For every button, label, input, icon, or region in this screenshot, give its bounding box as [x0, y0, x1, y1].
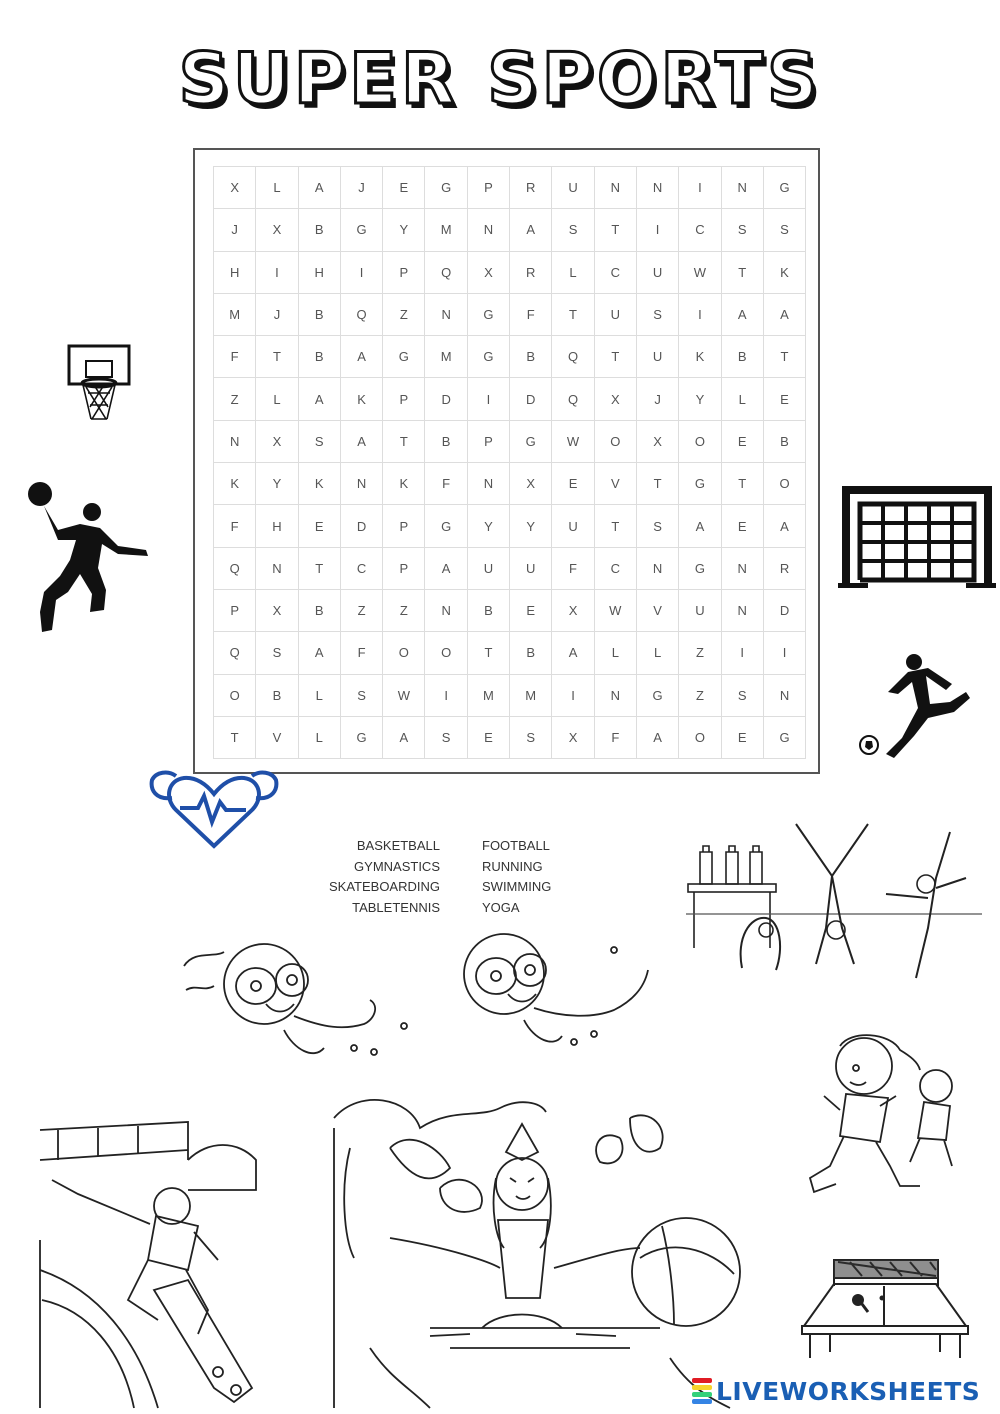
- grid-cell[interactable]: I: [341, 252, 383, 294]
- grid-cell[interactable]: Z: [341, 590, 383, 632]
- grid-cell[interactable]: E: [510, 590, 552, 632]
- brand-label: LIVEWORKSHEETS: [716, 1376, 981, 1406]
- grid-cell[interactable]: A: [552, 632, 594, 674]
- grid-cell[interactable]: L: [299, 717, 341, 759]
- grid-cell[interactable]: M: [468, 675, 510, 717]
- grid-cell[interactable]: A: [383, 717, 425, 759]
- grid-cell[interactable]: L: [637, 632, 679, 674]
- grid-cell[interactable]: A: [299, 167, 341, 209]
- grid-cell[interactable]: V: [637, 590, 679, 632]
- word-search-frame: [193, 148, 820, 774]
- grid-cell[interactable]: K: [299, 463, 341, 505]
- grid-cell[interactable]: G: [764, 717, 806, 759]
- word-list-item: BASKETBALL: [356, 838, 440, 853]
- grid-cell[interactable]: J: [214, 209, 256, 251]
- grid-cell[interactable]: N: [637, 167, 679, 209]
- grid-cell[interactable]: O: [595, 421, 637, 463]
- grid-cell[interactable]: S: [256, 632, 298, 674]
- grid-cell[interactable]: N: [214, 421, 256, 463]
- grid-cell[interactable]: F: [595, 717, 637, 759]
- grid-cell[interactable]: L: [722, 378, 764, 420]
- grid-cell[interactable]: N: [764, 675, 806, 717]
- grid-cell[interactable]: M: [510, 675, 552, 717]
- grid-cell[interactable]: Z: [679, 675, 721, 717]
- grid-cell[interactable]: X: [256, 421, 298, 463]
- grid-cell[interactable]: K: [214, 463, 256, 505]
- grid-cell[interactable]: W: [383, 675, 425, 717]
- grid-cell[interactable]: C: [595, 252, 637, 294]
- grid-cell[interactable]: P: [383, 505, 425, 547]
- grid-cell[interactable]: Y: [510, 505, 552, 547]
- grid-cell[interactable]: N: [595, 167, 637, 209]
- grid-cell[interactable]: L: [256, 167, 298, 209]
- grid-cell[interactable]: W: [679, 252, 721, 294]
- grid-cell[interactable]: G: [425, 505, 467, 547]
- basketball-player-icon: [18, 480, 154, 640]
- grid-cell[interactable]: I: [764, 632, 806, 674]
- grid-cell[interactable]: T: [552, 294, 594, 336]
- grid-cell[interactable]: U: [468, 548, 510, 590]
- grid-cell[interactable]: U: [637, 336, 679, 378]
- grid-cell[interactable]: G: [383, 336, 425, 378]
- grid-cell[interactable]: S: [552, 209, 594, 251]
- grid-cell[interactable]: L: [256, 378, 298, 420]
- grid-cell[interactable]: Q: [552, 378, 594, 420]
- grid-cell[interactable]: A: [764, 294, 806, 336]
- grid-cell[interactable]: R: [510, 167, 552, 209]
- grid-cell[interactable]: E: [468, 717, 510, 759]
- grid-cell[interactable]: I: [552, 675, 594, 717]
- grid-cell[interactable]: F: [510, 294, 552, 336]
- grid-cell[interactable]: J: [341, 167, 383, 209]
- grid-cell[interactable]: R: [764, 548, 806, 590]
- grid-cell[interactable]: S: [425, 717, 467, 759]
- grid-cell[interactable]: E: [299, 505, 341, 547]
- grid-cell[interactable]: I: [425, 675, 467, 717]
- table-tennis-illustration: [800, 1252, 970, 1362]
- grid-cell[interactable]: F: [552, 548, 594, 590]
- grid-cell[interactable]: C: [595, 548, 637, 590]
- grid-cell[interactable]: I: [468, 378, 510, 420]
- grid-cell[interactable]: B: [764, 421, 806, 463]
- grid-cell[interactable]: Z: [383, 294, 425, 336]
- grid-cell[interactable]: C: [679, 209, 721, 251]
- grid-cell[interactable]: H: [214, 252, 256, 294]
- grid-cell[interactable]: P: [468, 167, 510, 209]
- grid-cell[interactable]: M: [425, 209, 467, 251]
- grid-cell[interactable]: U: [552, 167, 594, 209]
- grid-cell[interactable]: W: [552, 421, 594, 463]
- grid-cell[interactable]: V: [256, 717, 298, 759]
- grid-cell[interactable]: O: [764, 463, 806, 505]
- grid-cell[interactable]: E: [722, 717, 764, 759]
- grid-cell[interactable]: Y: [383, 209, 425, 251]
- grid-cell[interactable]: G: [679, 463, 721, 505]
- grid-cell[interactable]: A: [764, 505, 806, 547]
- grid-cell[interactable]: N: [722, 548, 764, 590]
- grid-cell[interactable]: B: [299, 209, 341, 251]
- grid-cell[interactable]: N: [425, 590, 467, 632]
- grid-cell[interactable]: Z: [383, 590, 425, 632]
- grid-cell[interactable]: S: [299, 421, 341, 463]
- grid-cell[interactable]: V: [595, 463, 637, 505]
- grid-cell[interactable]: S: [341, 675, 383, 717]
- grid-cell[interactable]: A: [637, 717, 679, 759]
- grid-cell[interactable]: O: [214, 675, 256, 717]
- grid-cell[interactable]: D: [764, 590, 806, 632]
- basketball-hoop-icon: [64, 343, 134, 427]
- grid-cell[interactable]: T: [637, 463, 679, 505]
- grid-cell[interactable]: U: [679, 590, 721, 632]
- grid-cell[interactable]: G: [764, 167, 806, 209]
- grid-cell[interactable]: K: [383, 463, 425, 505]
- grid-cell[interactable]: N: [341, 463, 383, 505]
- grid-cell[interactable]: B: [722, 336, 764, 378]
- grid-cell[interactable]: S: [722, 675, 764, 717]
- grid-cell[interactable]: T: [595, 209, 637, 251]
- grid-cell[interactable]: G: [341, 209, 383, 251]
- grid-cell[interactable]: N: [468, 209, 510, 251]
- grid-cell[interactable]: K: [679, 336, 721, 378]
- grid-cell[interactable]: L: [552, 252, 594, 294]
- grid-cell[interactable]: L: [595, 632, 637, 674]
- grid-cell[interactable]: T: [214, 717, 256, 759]
- grid-cell[interactable]: Q: [341, 294, 383, 336]
- grid-cell[interactable]: Q: [552, 336, 594, 378]
- grid-cell[interactable]: N: [722, 167, 764, 209]
- grid-cell[interactable]: S: [722, 209, 764, 251]
- grid-cell[interactable]: J: [637, 378, 679, 420]
- grid-cell[interactable]: F: [425, 463, 467, 505]
- grid-cell[interactable]: E: [764, 378, 806, 420]
- word-list-left: [300, 836, 440, 918]
- grid-cell[interactable]: T: [468, 632, 510, 674]
- grid-cell[interactable]: G: [637, 675, 679, 717]
- grid-cell[interactable]: H: [299, 252, 341, 294]
- grid-cell[interactable]: P: [383, 378, 425, 420]
- grid-cell[interactable]: X: [214, 167, 256, 209]
- grid-cell[interactable]: U: [552, 505, 594, 547]
- grid-cell[interactable]: K: [341, 378, 383, 420]
- soccer-goal-icon: [838, 482, 996, 588]
- grid-cell[interactable]: S: [637, 505, 679, 547]
- grid-cell[interactable]: F: [341, 632, 383, 674]
- grid-cell[interactable]: K: [764, 252, 806, 294]
- word-list-right: [482, 836, 622, 918]
- grid-cell[interactable]: J: [256, 294, 298, 336]
- grid-cell[interactable]: T: [299, 548, 341, 590]
- grid-cell[interactable]: T: [256, 336, 298, 378]
- grid-cell[interactable]: M: [425, 336, 467, 378]
- grid-cell[interactable]: N: [425, 294, 467, 336]
- word-list-item: GYMNASTICS: [354, 858, 440, 874]
- grid-cell[interactable]: A: [425, 548, 467, 590]
- grid-cell[interactable]: C: [341, 548, 383, 590]
- grid-cell[interactable]: N: [722, 590, 764, 632]
- grid-cell[interactable]: G: [679, 548, 721, 590]
- grid-cell[interactable]: N: [595, 675, 637, 717]
- grid-cell[interactable]: A: [679, 505, 721, 547]
- grid-cell[interactable]: T: [722, 463, 764, 505]
- grid-cell[interactable]: Y: [256, 463, 298, 505]
- grid-cell[interactable]: N: [256, 548, 298, 590]
- grid-cell[interactable]: B: [510, 336, 552, 378]
- grid-cell[interactable]: X: [552, 717, 594, 759]
- grid-cell[interactable]: B: [299, 294, 341, 336]
- grid-cell[interactable]: F: [214, 505, 256, 547]
- grid-cell[interactable]: U: [595, 294, 637, 336]
- grid-cell[interactable]: B: [425, 421, 467, 463]
- grid-cell[interactable]: N: [468, 463, 510, 505]
- word-list-item: FOOTBALL: [482, 838, 550, 853]
- grid-cell[interactable]: I: [679, 294, 721, 336]
- heart-muscle-icon: [146, 766, 282, 850]
- grid-cell[interactable]: T: [595, 336, 637, 378]
- yoga-girl-illustration: [330, 1088, 744, 1410]
- grid-cell[interactable]: L: [299, 675, 341, 717]
- page-title: SUPER SPORTS: [178, 38, 822, 120]
- grid-cell[interactable]: I: [256, 252, 298, 294]
- grid-cell[interactable]: D: [425, 378, 467, 420]
- grid-cell[interactable]: F: [214, 336, 256, 378]
- grid-cell[interactable]: G: [468, 294, 510, 336]
- grid-cell[interactable]: Z: [679, 632, 721, 674]
- grid-cell[interactable]: E: [383, 167, 425, 209]
- grid-cell[interactable]: X: [637, 421, 679, 463]
- grid-cell[interactable]: Y: [679, 378, 721, 420]
- grid-cell[interactable]: B: [510, 632, 552, 674]
- grid-cell[interactable]: A: [722, 294, 764, 336]
- grid-cell[interactable]: G: [510, 421, 552, 463]
- grid-cell[interactable]: B: [299, 336, 341, 378]
- grid-cell[interactable]: A: [341, 336, 383, 378]
- grid-cell[interactable]: A: [299, 632, 341, 674]
- grid-cell[interactable]: Q: [214, 548, 256, 590]
- grid-cell[interactable]: P: [383, 548, 425, 590]
- gymnastics-illustration: [686, 818, 982, 986]
- word-list-item: SKATEBOARDING: [328, 879, 440, 894]
- grid-cell[interactable]: O: [679, 717, 721, 759]
- grid-cell[interactable]: G: [425, 167, 467, 209]
- grid-cell[interactable]: A: [510, 209, 552, 251]
- grid-cell[interactable]: H: [256, 505, 298, 547]
- grid-cell[interactable]: U: [510, 548, 552, 590]
- grid-cell[interactable]: X: [595, 378, 637, 420]
- word-search-grid: [213, 166, 806, 759]
- liveworksheets-logo-icon: [692, 1378, 712, 1404]
- word-list-item: YOGA: [482, 899, 520, 915]
- grid-cell[interactable]: O: [383, 632, 425, 674]
- grid-cell[interactable]: S: [764, 209, 806, 251]
- grid-cell[interactable]: X: [256, 590, 298, 632]
- word-list-item: TABLETENNIS: [352, 899, 440, 915]
- grid-cell[interactable]: Q: [214, 632, 256, 674]
- grid-cell[interactable]: P: [214, 590, 256, 632]
- grid-cell[interactable]: P: [468, 421, 510, 463]
- grid-cell[interactable]: E: [552, 463, 594, 505]
- word-list-item: RUNNING: [482, 858, 543, 874]
- grid-cell[interactable]: T: [383, 421, 425, 463]
- grid-cell[interactable]: X: [256, 209, 298, 251]
- grid-cell[interactable]: I: [722, 632, 764, 674]
- grid-cell[interactable]: D: [510, 378, 552, 420]
- grid-cell[interactable]: R: [510, 252, 552, 294]
- swimming-kids-illustration: [174, 930, 674, 1070]
- liveworksheets-brand: [692, 1376, 980, 1406]
- grid-cell[interactable]: Z: [214, 378, 256, 420]
- grid-cell[interactable]: W: [595, 590, 637, 632]
- grid-cell[interactable]: P: [383, 252, 425, 294]
- grid-cell[interactable]: M: [214, 294, 256, 336]
- grid-cell[interactable]: T: [595, 505, 637, 547]
- grid-cell[interactable]: A: [299, 378, 341, 420]
- word-list-item: SWIMMING: [482, 879, 552, 894]
- grid-cell[interactable]: S: [637, 294, 679, 336]
- grid-cell[interactable]: B: [256, 675, 298, 717]
- grid-cell[interactable]: T: [764, 336, 806, 378]
- grid-cell[interactable]: G: [468, 336, 510, 378]
- grid-cell[interactable]: O: [425, 632, 467, 674]
- soccer-player-icon: [858, 652, 974, 760]
- grid-cell[interactable]: U: [637, 252, 679, 294]
- grid-cell[interactable]: N: [637, 548, 679, 590]
- grid-cell[interactable]: T: [722, 252, 764, 294]
- grid-cell[interactable]: D: [341, 505, 383, 547]
- grid-cell[interactable]: X: [468, 252, 510, 294]
- skateboarder-illustration: [38, 1120, 258, 1410]
- grid-cell[interactable]: Y: [468, 505, 510, 547]
- grid-cell[interactable]: I: [637, 209, 679, 251]
- grid-cell[interactable]: I: [679, 167, 721, 209]
- grid-cell[interactable]: E: [722, 505, 764, 547]
- grid-cell[interactable]: X: [510, 463, 552, 505]
- grid-cell[interactable]: G: [341, 717, 383, 759]
- running-kids-illustration: [800, 1026, 970, 1204]
- grid-cell[interactable]: B: [299, 590, 341, 632]
- grid-cell[interactable]: Q: [425, 252, 467, 294]
- grid-cell[interactable]: S: [510, 717, 552, 759]
- grid-cell[interactable]: E: [722, 421, 764, 463]
- grid-cell[interactable]: B: [468, 590, 510, 632]
- grid-cell[interactable]: O: [679, 421, 721, 463]
- grid-cell[interactable]: X: [552, 590, 594, 632]
- grid-cell[interactable]: A: [341, 421, 383, 463]
